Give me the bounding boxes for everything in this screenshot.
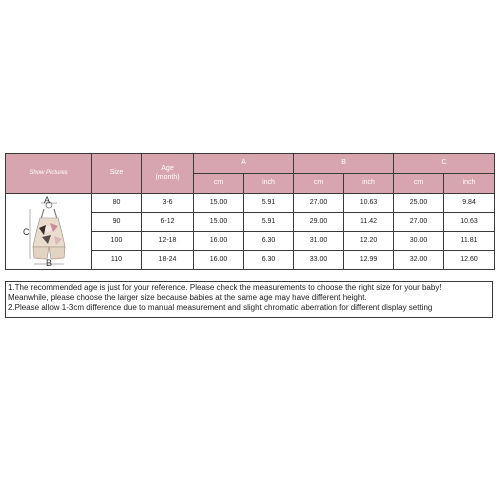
group-b-header: B: [294, 154, 394, 174]
a-cm-cell: 15.00: [194, 213, 244, 232]
age-header-unit: (month): [155, 173, 180, 181]
b-inch-cell: 12.20: [344, 232, 394, 251]
measure-label-c: C: [23, 227, 30, 237]
b-cm-cell: 31.00: [294, 232, 344, 251]
b-inch-cell: 10.63: [344, 194, 394, 213]
age-cell: 6-12: [142, 213, 194, 232]
product-picture: [6, 195, 91, 268]
c-cm-cell: 32.00: [394, 251, 444, 270]
age-header-label: Age: [161, 165, 174, 173]
a-cm-cell: 16.00: [194, 251, 244, 270]
note-line-3: 2.Please allow 1-3cm difference due to manual measurement and slight chromatic aberration for different display setting: [8, 303, 433, 313]
c-cm-cell: 25.00: [394, 194, 444, 213]
b-inch-header: inch: [344, 174, 394, 194]
c-cm-cell: 30.00: [394, 232, 444, 251]
note-line-1: 1.The recommended age is just for your reference. Please check the measurements to choose the right size for your baby!: [8, 283, 442, 292]
product-picture-cell: [6, 194, 92, 270]
a-cm-cell: 16.00: [194, 232, 244, 251]
a-cm-cell: 15.00: [194, 194, 244, 213]
note-line-2: Meanwhile, please choose the larger size because babies at the same age may have different height.: [8, 293, 367, 303]
measure-label-a: A: [44, 195, 51, 205]
b-cm-cell: 29.00: [294, 213, 344, 232]
notes-box: [5, 281, 493, 318]
b-cm-cell: 33.00: [294, 251, 344, 270]
measure-label-b: B: [46, 258, 53, 268]
c-inch-cell: 9.84: [444, 194, 495, 213]
group-c-header: C: [394, 154, 495, 174]
a-cm-header: cm: [194, 174, 244, 194]
size-header: Size: [92, 154, 142, 194]
a-inch-cell: 5.91: [244, 213, 294, 232]
size-cell: 90: [92, 213, 142, 232]
size-cell: 110: [92, 251, 142, 270]
a-inch-cell: 5.91: [244, 194, 294, 213]
size-chart-table: [5, 153, 495, 270]
c-inch-header: inch: [444, 174, 495, 194]
c-inch-cell: 10.63: [444, 213, 495, 232]
table-row: [6, 194, 495, 213]
b-inch-cell: 11.42: [344, 213, 394, 232]
header-row-1: [6, 154, 495, 174]
c-cm-header: cm: [394, 174, 444, 194]
c-inch-cell: 11.81: [444, 232, 495, 251]
size-cell: 100: [92, 232, 142, 251]
age-cell: 18-24: [142, 251, 194, 270]
size-cell: 80: [92, 194, 142, 213]
age-cell: 3-6: [142, 194, 194, 213]
age-cell: 12-18: [142, 232, 194, 251]
b-inch-cell: 12.99: [344, 251, 394, 270]
age-header: [142, 154, 194, 194]
b-cm-header: cm: [294, 174, 344, 194]
b-cm-cell: 27.00: [294, 194, 344, 213]
c-cm-cell: 27.00: [394, 213, 444, 232]
group-a-header: A: [194, 154, 294, 174]
a-inch-header: inch: [244, 174, 294, 194]
c-inch-cell: 12.60: [444, 251, 495, 270]
show-pictures-header: Show Pictures: [6, 154, 92, 194]
a-inch-cell: 6.30: [244, 251, 294, 270]
a-inch-cell: 6.30: [244, 232, 294, 251]
